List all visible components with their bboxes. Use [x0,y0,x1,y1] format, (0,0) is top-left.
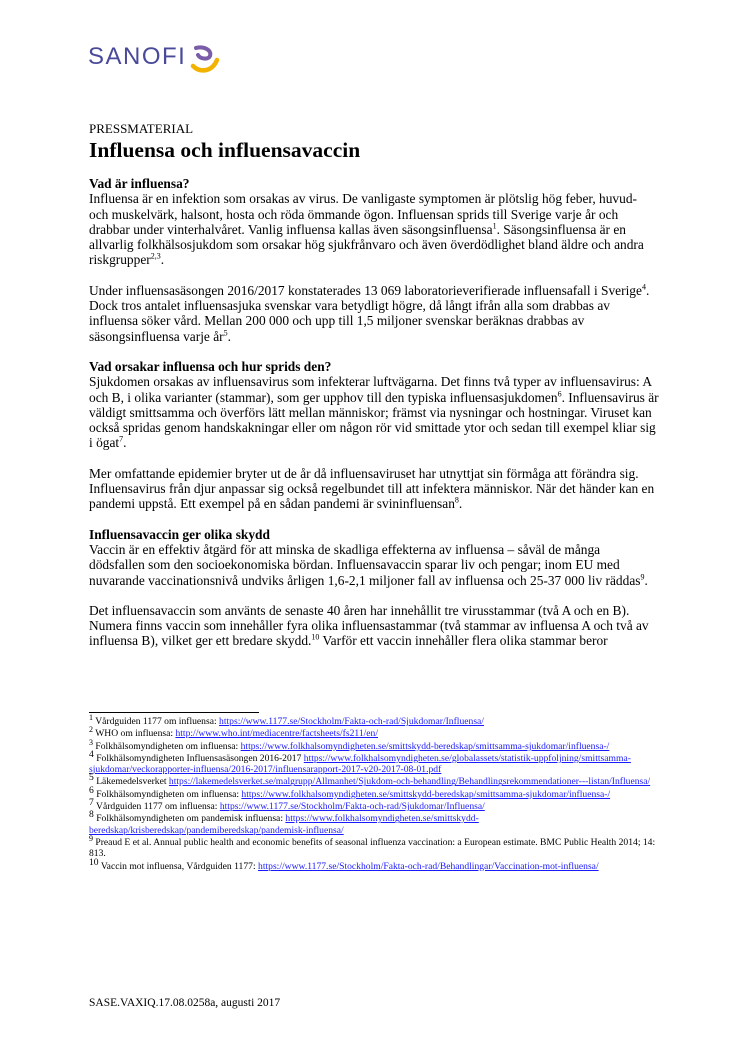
sanofi-logo [88,40,220,74]
footnote-divider [89,712,259,713]
footnote-link[interactable]: http://www.who.int/mediacentre/factsheets/fs211/en/ [175,728,379,740]
paragraph: Under influensasäsongen 2016/2017 konstaterades 13 069 laboratorieverifierade influensafall i Sverige$^4$. Dock tros antalet influensasjuka svenskar vara betydligt högre, då långt ifrån alla som drabbas av influensa söker vård. Mellan 200 000 och upp till 1,5 miljoner svenskar beräknas drabbas av säsongsinfluensa varje $år^5$. [89,282,650,344]
footnote: 5 Läkemedelsverket https://lakemedelsverket.se/malgrupp/Allmanhet/Sjukdom-och-behandling/Behandlingsrekommendationer---listan/Influensa/ [89,772,651,788]
sanofi-bird-icon [190,44,220,74]
footnote: 4 Folkhälsomyndigheten Influensasäsongen 2016-2017 https://www.folkhalsomyndigheten.se/globalassets/statistik-uppfoljning/smittsamma-sjukdomar/veckorapporter-influensa/2016-2017/influensarapport-2017-v20-2017-08-01.pdf [89,748,631,776]
footnote-link[interactable]: https://www.folkhalsomyndigheten.se/globalassets/statistik-uppfoljning/smittsamma-sjukdomar/veckorapporter-influensa/2016-2017/influensarapport-2017-v20-2017-08-01.pdf [89,752,631,776]
footnote-link[interactable]: https://www.folkhalsomyndigheten.se/smittskydd-beredskap/krisberedskap/pandemiberedskap/pandemisk-influensa/ [89,813,479,836]
footnote-link[interactable]: https://www.folkhalsomyndigheten.se/smittskydd-beredskap/smittsamma-sjukdomar/influensa-/ [241,788,611,800]
section-what-is-influenza [89,176,659,344]
footnote: 8 Folkhälsomyndigheten om pandemisk influensa: https://www.folkhalsomyndigheten.se/smittskydd-beredskap/krisberedskap/pandemiberedskap/pandemisk-influensa/ [89,809,479,836]
footnote: 7 Vårdguiden 1177 om influensa: https://www.1177.se/Stockholm/Fakta-och-rad/Sjukdomar/Influensa/ [89,796,485,813]
footnote: $^2$ WHO om influensa: http://www.who.int/mediacentre/factsheets/fs211/en/ [89,725,379,740]
footnotes [89,712,661,873]
footnote-link[interactable]: https://www.1177.se/Stockholm/Fakta-och-rad/Behandlingar/Vaccination-mot-influensa/ [258,860,599,872]
footnote: 6 Folkhälsomyndigheten om influensa: https://www.folkhalsomyndigheten.se/smittskydd-beredskap/smittsamma-sjukdomar/influensa-/ [89,784,611,800]
page-title: Influensa och influensavaccin [89,138,361,162]
footnote: $^9$ Preaud E et al. Annual public health and economic benefits of seasonal influenza vaccination: a European estimate. BMC Public Health 2014; 14: 813. [89,833,656,860]
footnote-link[interactable]: https://www.1177.se/Stockholm/Fakta-och-rad/Sjukdomar/Influensa/ [219,716,484,727]
section-heading: Vad är influensa? [89,176,190,191]
section-vaccine-protection [89,527,659,649]
paragraph: Vaccin är en effektiv åtgärd för att minska de skadliga effekterna av influensa – såväl de många dödsfallen som den socioekonomiska bördan. Influensavaccin sparar liv och pengar; inom EU med nuvarande vaccinationsnivå undviks årligen 1,6-2,1 miljoner fall av influensa och 25-37 000 liv räddas$^9$. [89,541,648,588]
section-causes-and-spread [89,359,659,512]
document-id: SASE.VAXIQ.17.08.0258a, augusti 2017 [89,997,281,1009]
footnote-link[interactable]: https://lakemedelsverket.se/malgrupp/Allmanhet/Sjukdom-och-behandling/Behandlingsrekommendationer---listan/Influensa/ [168,776,651,788]
paragraph: Influensa är en infektion som orsakas av virus. De vanligaste symptomen är plötslig hög feber, huvud- och muskelvärk, halsont, hosta och röda ömmande ögon. Influensan sprids till Sverige varje år och drabbar under vinterhalvåret. Vanlig influensa kallas även säsongsinfluensa$^1$. Säsongsinfluensa är en allvarlig folkhälsosjukdom som orsakar hög sjukfrånvaro och även överdödlighet bland äldre och andra riskgrupper$^{2,3}$. [89,191,644,268]
press-label: PRESSMATERIAL [89,121,194,136]
paragraph: Mer omfattande epidemier bryter ut de år då influensaviruset har utnyttjat sin förmåga att förändra sig. Influensavirus från djur anpassar sig också regelbundet till att infektera människor. När det händer kan en pandemi uppstå. Ett exempel på en sådan pandemi är svininfluensan$^8$. [89,465,655,512]
paragraph: Sjukdomen orsakas av influensavirus som infekterar luftvägarna. Det finns två typer av influensavirus: A och B, i olika varianter (stammar), som ger upphov till den typiska influensasjukdomen$^6$. Influensavirus är väldigt smittsamma och överförs lätt mellan människor; främst via nysningar och hostningar. Viruset kan också spridas genom handskakningar eller om någon rör vid smittade ytor och sedan till exempel kliar sig i ögat$^7$. [89,374,659,451]
footnote-link[interactable]: https://www.folkhalsomyndigheten.se/smittskydd-beredskap/smittsamma-sjukdomar/influensa-/ [240,740,610,752]
footnote: $^3$ Folkhälsomyndigheten om influensa: https://www.folkhalsomyndigheten.se/smittskydd-beredskap/smittsamma-sjukdomar/influensa-/ [89,737,610,752]
logo-text: SANOFI [88,43,187,70]
section-heading: Influensavaccin ger olika skydd [89,526,270,542]
section-heading: Vad orsakar influensa och hur sprids den? [89,358,332,374]
footnote: $^1$ Vårdguiden 1177 om influensa: https://www.1177.se/Stockholm/Fakta-och-rad/Sjukdomar/Influensa/ [89,712,484,727]
footnote-link[interactable]: https://www.1177.se/Stockholm/Fakta-och-rad/Sjukdomar/Influensa/ [219,801,485,813]
paragraph: Det influensavaccin som använts de senaste 40 åren har innehållit tre virusstammar (två A och en B). Numera finns vaccin som innehåller fyra olika influensastammar (två stammar av influensa A och två av influensa B), vilket ger ett bredare skydd.$^{10}$ Varför ett vaccin innehåller flera olika stammar beror [89,602,649,649]
footnote: 10 Vaccin mot influensa, Vårdguiden 1177: https://www.1177.se/Stockholm/Fakta-och-rad/Behandlingar/Vaccination-mot-influensa/ [89,856,599,872]
document-body [89,121,659,649]
